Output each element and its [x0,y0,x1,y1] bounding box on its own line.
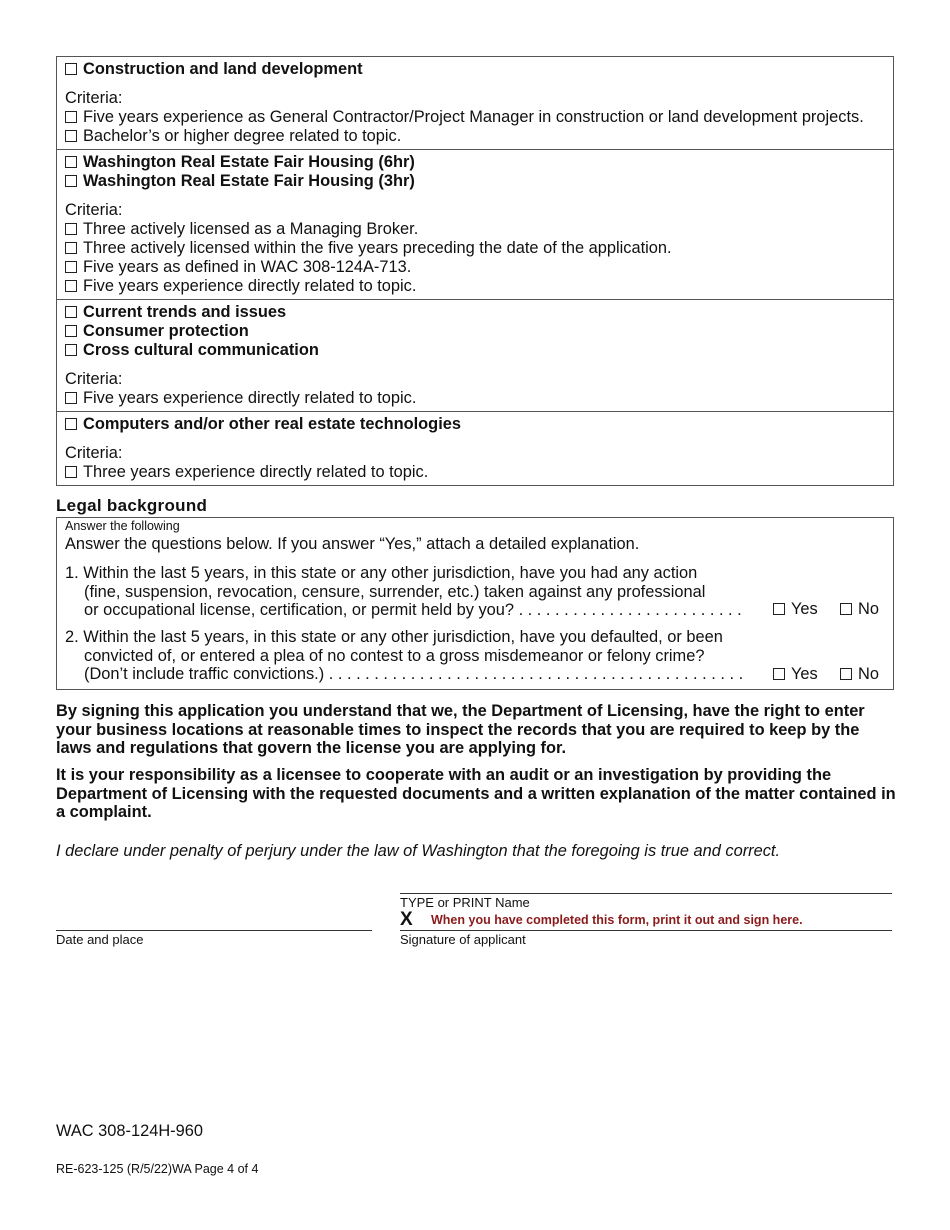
criteria-row[interactable] [65,239,885,258]
signature-label: Signature of applicant [400,932,526,947]
checkbox[interactable] [65,156,77,168]
topic-title: Washington Real Estate Fair Housing (6hr) [83,153,415,171]
topic-title: Construction and land development [83,60,363,78]
checkbox[interactable] [65,306,77,318]
no-label: No [858,665,879,683]
form-id: RE-623-125 (R/5/22)WA Page 4 of 4 [56,1162,259,1176]
criteria-label: Criteria: [65,370,123,388]
yes-label: Yes [791,665,818,683]
criteria-text: Three years experience directly related to topic. [83,463,429,481]
date-place-label: Date and place [56,932,144,947]
checkbox[interactable] [65,466,77,478]
criteria-row[interactable] [65,463,885,482]
yes-checkbox[interactable] [773,603,785,615]
question-1-yes[interactable] [773,600,818,619]
criteria-text: Five years experience as General Contractor/Project Manager in construction or land development projects. [83,108,864,126]
checkbox[interactable] [65,63,77,75]
criteria-text: Five years experience directly related to topic. [83,277,417,295]
checkbox[interactable] [65,344,77,356]
wac-reference: WAC 308-124H-960 [56,1122,203,1140]
legal-background-box [56,517,894,690]
topic-title: Computers and/or other real estate technologies [83,415,461,433]
topic-checkbox-row[interactable] [65,153,885,172]
criteria-row[interactable] [65,258,885,277]
criteria-row[interactable] [65,127,885,146]
checkbox[interactable] [65,261,77,273]
checkbox[interactable] [65,111,77,123]
criteria-row[interactable] [65,277,885,296]
criteria-text: Bachelor’s or higher degree related to topic. [83,127,402,145]
checkbox[interactable] [65,418,77,430]
question-line: or occupational license, certification, or permit held by you? . . . . . . . . . . . . . . . . . . . . . . . . . [84,601,742,620]
checkbox[interactable] [65,223,77,235]
box-label: Answer the following [65,519,180,533]
criteria-text: Five years as defined in WAC 308-124A-713. [83,258,412,276]
criteria-row[interactable] [65,389,885,408]
cooperation-statement: It is your responsibility as a licensee to cooperate with an audit or an investigation by providing the Department of Licensing with the requested documents and a written explanation of the matter contained in a complaint. [56,766,896,822]
signature-line[interactable] [400,930,892,931]
date-place-line[interactable] [56,930,372,931]
question-1-no[interactable] [840,600,879,619]
criteria-text: Five years experience directly related to topic. [83,389,417,407]
checkbox[interactable] [65,130,77,142]
checkbox[interactable] [65,325,77,337]
criteria-label: Criteria: [65,201,123,219]
inspection-statement: By signing this application you understand that we, the Department of Licensing, have the right to enter your business locations at reasonable times to inspect the records that you are required to keep by the laws and regulations that govern the license you are applying for. [56,702,865,758]
yes-checkbox[interactable] [773,668,785,680]
criteria-label: Criteria: [65,89,123,107]
question-line: (fine, suspension, revocation, censure, surrender, etc.) taken against any professional [84,582,706,601]
question-2-no[interactable] [840,665,879,684]
topic-checkbox-row[interactable] [65,60,885,79]
perjury-declaration: I declare under penalty of perjury under the law of Washington that the foregoing is true and correct. [56,842,781,860]
topic-checkbox-row[interactable] [65,303,885,322]
legal-instructions: Answer the questions below. If you answer “Yes,” attach a detailed explanation. [65,535,640,553]
name-line [400,893,892,894]
topic-checkbox-row[interactable] [65,322,885,341]
no-label: No [858,600,879,618]
legal-question-2 [65,628,743,684]
criteria-label: Criteria: [65,444,123,462]
topic-title: Current trends and issues [83,303,287,321]
topic-title: Cross cultural communication [83,341,319,359]
topic-checkbox-row[interactable] [65,341,885,360]
criteria-row[interactable] [65,108,885,127]
topic-section-trends [57,300,893,412]
question-line: 2. Within the last 5 years, in this state or any other jurisdiction, have you defaulted, or been [65,628,723,646]
checkbox[interactable] [65,392,77,404]
topic-section-computers [57,412,893,485]
checkbox[interactable] [65,242,77,254]
checkbox[interactable] [65,280,77,292]
sign-instruction: When you have completed this form, print it out and sign here. [431,913,803,927]
question-2-yes[interactable] [773,665,818,684]
question-line: (Don’t include traffic convictions.) . . . . . . . . . . . . . . . . . . . . . . . . . . . . . . . . . . . . . . . . . . . . . . [84,665,744,684]
no-checkbox[interactable] [840,603,852,615]
topic-title: Washington Real Estate Fair Housing (3hr) [83,172,415,190]
legal-background-heading: Legal background [56,496,208,515]
no-checkbox[interactable] [840,668,852,680]
criteria-row[interactable] [65,220,885,239]
legal-question-1 [65,564,742,620]
topic-checkbox-row[interactable] [65,172,885,191]
criteria-text: Three actively licensed within the five years preceding the date of the application. [83,239,672,257]
question-line: 1. Within the last 5 years, in this state or any other jurisdiction, have you had any action [65,564,698,582]
yes-label: Yes [791,600,818,618]
checkbox[interactable] [65,175,77,187]
name-label: TYPE or PRINT Name [400,895,530,910]
topic-section-construction [57,57,893,150]
sign-mark-icon: X [400,909,413,930]
topic-checkbox-row[interactable] [65,415,885,434]
question-line: convicted of, or entered a plea of no contest to a gross misdemeanor or felony crime? [84,646,705,665]
topic-criteria-table [56,56,894,486]
topic-section-fair-housing [57,150,893,300]
criteria-text: Three actively licensed as a Managing Broker. [83,220,419,238]
topic-title: Consumer protection [83,322,249,340]
